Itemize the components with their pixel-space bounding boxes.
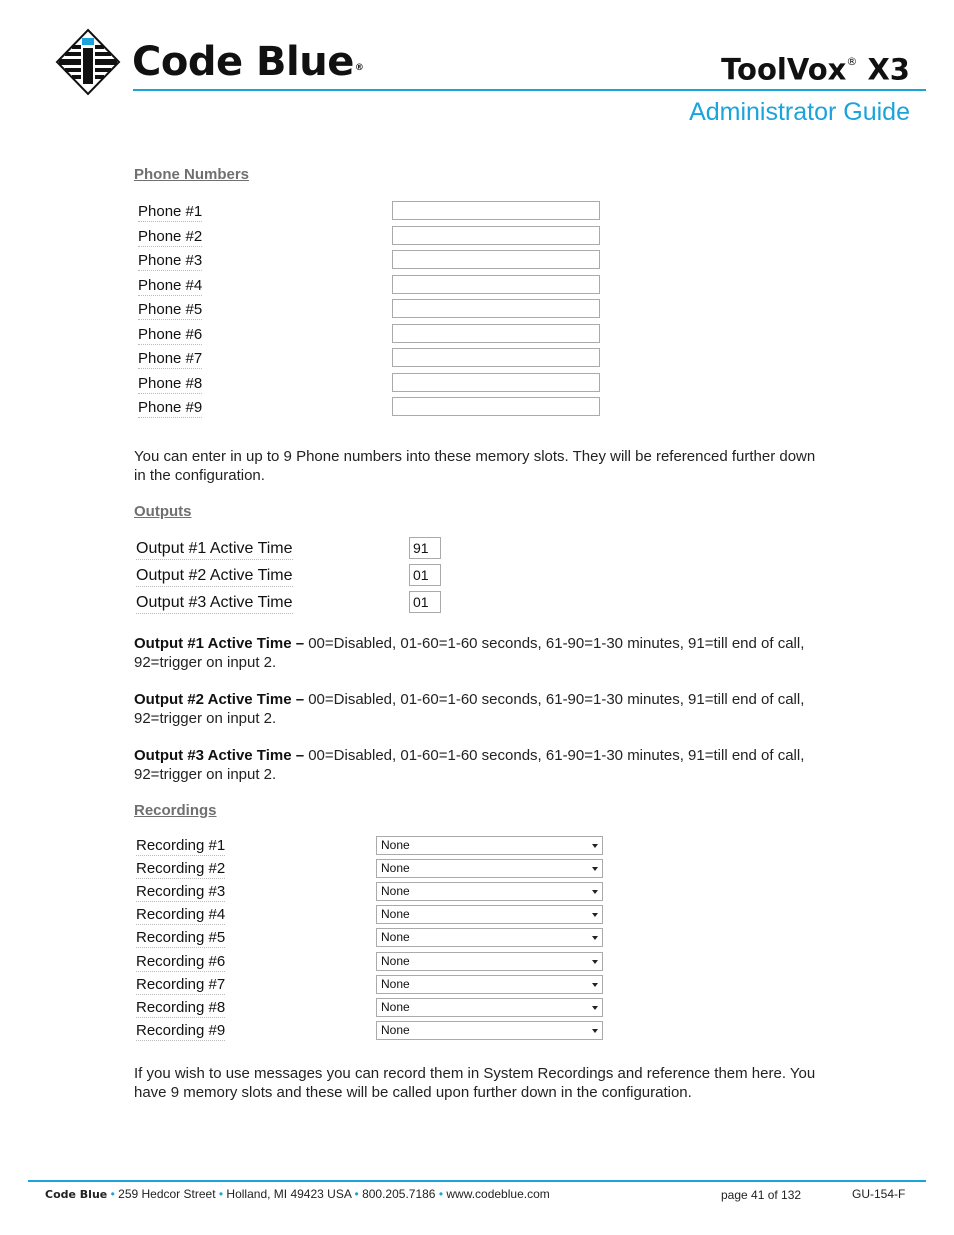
output-label: Output #1 Active Time <box>136 539 293 560</box>
phone-label: Phone #2 <box>138 227 203 245</box>
output-label: Output #2 Active Time <box>136 566 293 587</box>
footer-rule <box>28 1180 926 1182</box>
recording-select-value: None <box>381 838 410 852</box>
recording-label: Recording #1 <box>136 837 226 854</box>
chevron-down-icon <box>592 913 598 917</box>
recording-label: Recording #2 <box>136 860 226 878</box>
footer-brand: Code Blue <box>45 1188 108 1201</box>
output-note-text: 00=Disabled, 01-60=1-60 seconds, 61-90=1-30 minutes, 91=till end of call, 92=trigger on input 2. <box>134 635 805 671</box>
recording-select[interactable] <box>376 836 603 855</box>
phone-label: Phone #5 <box>138 301 203 318</box>
output-note-text: 00=Disabled, 01-60=1-60 seconds, 61-90=1-30 minutes, 91=till end of call, 92=trigger on input 2. <box>134 747 805 783</box>
recording-select[interactable] <box>376 859 603 878</box>
recording-select-value: None <box>381 884 410 899</box>
phone-label: Phone #1 <box>138 203 203 220</box>
chevron-down-icon <box>592 1029 598 1033</box>
page-number: page 41 of 132 <box>721 1188 802 1202</box>
footer-phone: 800.205.7186 <box>362 1187 436 1201</box>
chevron-down-icon <box>592 844 598 848</box>
output-note-term: Output #3 Active Time – <box>134 747 305 764</box>
chevron-down-icon <box>592 890 598 894</box>
output-label: Output #3 Active Time <box>136 593 293 614</box>
recording-select[interactable] <box>376 928 603 947</box>
phone-input[interactable] <box>392 324 600 343</box>
document-id: GU-154-F <box>852 1187 906 1201</box>
chevron-down-icon <box>592 983 598 987</box>
recording-label: Recording #7 <box>136 975 226 993</box>
output-note <box>134 690 824 728</box>
phone-numbers-description: You can enter in up to 9 Phone numbers into these memory slots. They will be referenced further down in the configuration. <box>134 448 816 484</box>
footer-address: 259 Hedcor Street <box>118 1187 216 1201</box>
recording-select[interactable] <box>376 975 603 994</box>
footer-city: Holland, MI 49423 USA <box>226 1187 352 1201</box>
footer-separator: • <box>218 1187 224 1201</box>
phone-input[interactable] <box>392 299 600 318</box>
recording-select[interactable] <box>376 905 603 924</box>
recording-select-value: None <box>381 953 410 968</box>
recording-select[interactable] <box>376 882 603 901</box>
recording-select[interactable] <box>376 998 603 1017</box>
footer-separator: • <box>438 1187 444 1201</box>
footer-separator: • <box>354 1187 359 1201</box>
phone-label: Phone #6 <box>138 325 203 343</box>
output-note-text: 00=Disabled, 01-60=1-60 seconds, 61-90=1-30 minutes, 91=till end of call, 92=trigger on input 2. <box>134 691 805 727</box>
recording-label: Recording #6 <box>136 952 226 970</box>
phone-input[interactable] <box>392 201 600 220</box>
recording-label: Recording #5 <box>136 929 226 947</box>
brand-logo-text: Code Blue® <box>132 39 364 85</box>
phone-label: Phone #7 <box>138 350 203 367</box>
recording-label: Recording #9 <box>136 1021 226 1039</box>
recording-label: Recording #3 <box>136 883 226 901</box>
recording-select-value: None <box>381 1022 410 1037</box>
code-blue-logo-icon <box>55 28 121 96</box>
outputs-heading: Outputs <box>134 503 192 520</box>
recording-select-value: None <box>381 999 410 1014</box>
output-note-term: Output #2 Active Time – <box>134 691 305 708</box>
header-rule <box>133 89 926 91</box>
chevron-down-icon <box>592 867 598 871</box>
output-time-input[interactable]: 01 <box>409 564 441 586</box>
phone-input[interactable] <box>392 250 600 269</box>
chevron-down-icon <box>592 936 598 940</box>
chevron-down-icon <box>592 960 598 964</box>
phone-label: Phone #8 <box>138 374 203 392</box>
output-note-term: Output #1 Active Time – <box>134 635 305 652</box>
recording-select-value: None <box>381 976 410 991</box>
recordings-description: If you wish to use messages you can record them in System Recordings and reference them here. You have 9 memory slots and these will be called upon further down in the configuration. <box>134 1065 816 1101</box>
recordings-heading: Recordings <box>134 802 217 819</box>
recording-select[interactable] <box>376 952 603 971</box>
output-note <box>134 746 824 784</box>
phone-label: Phone #9 <box>138 399 203 416</box>
phone-input[interactable] <box>392 373 600 392</box>
phone-input[interactable] <box>392 226 600 245</box>
recording-label: Recording #8 <box>136 998 226 1016</box>
product-title: ToolVox® X3 <box>721 52 910 87</box>
footer-contact <box>45 1186 550 1203</box>
chevron-down-icon <box>592 1006 598 1010</box>
phone-label: Phone #4 <box>138 276 203 294</box>
phone-numbers-heading: Phone Numbers <box>134 166 250 183</box>
output-note <box>134 634 824 672</box>
recording-select-value: None <box>381 861 410 876</box>
footer-separator: • <box>110 1187 115 1201</box>
guide-title: Administrator Guide <box>689 98 910 126</box>
recording-select-value: None <box>381 930 410 945</box>
output-time-input[interactable]: 01 <box>409 591 441 613</box>
phone-input[interactable] <box>392 275 600 294</box>
output-time-input[interactable]: 91 <box>409 537 441 559</box>
phone-input[interactable] <box>392 348 600 367</box>
phone-label: Phone #3 <box>138 252 203 269</box>
footer-website: www.codeblue.com <box>446 1187 550 1201</box>
recording-label: Recording #4 <box>136 906 226 924</box>
recording-select-value: None <box>381 907 410 922</box>
phone-input[interactable] <box>392 397 600 416</box>
recording-select[interactable] <box>376 1021 603 1040</box>
